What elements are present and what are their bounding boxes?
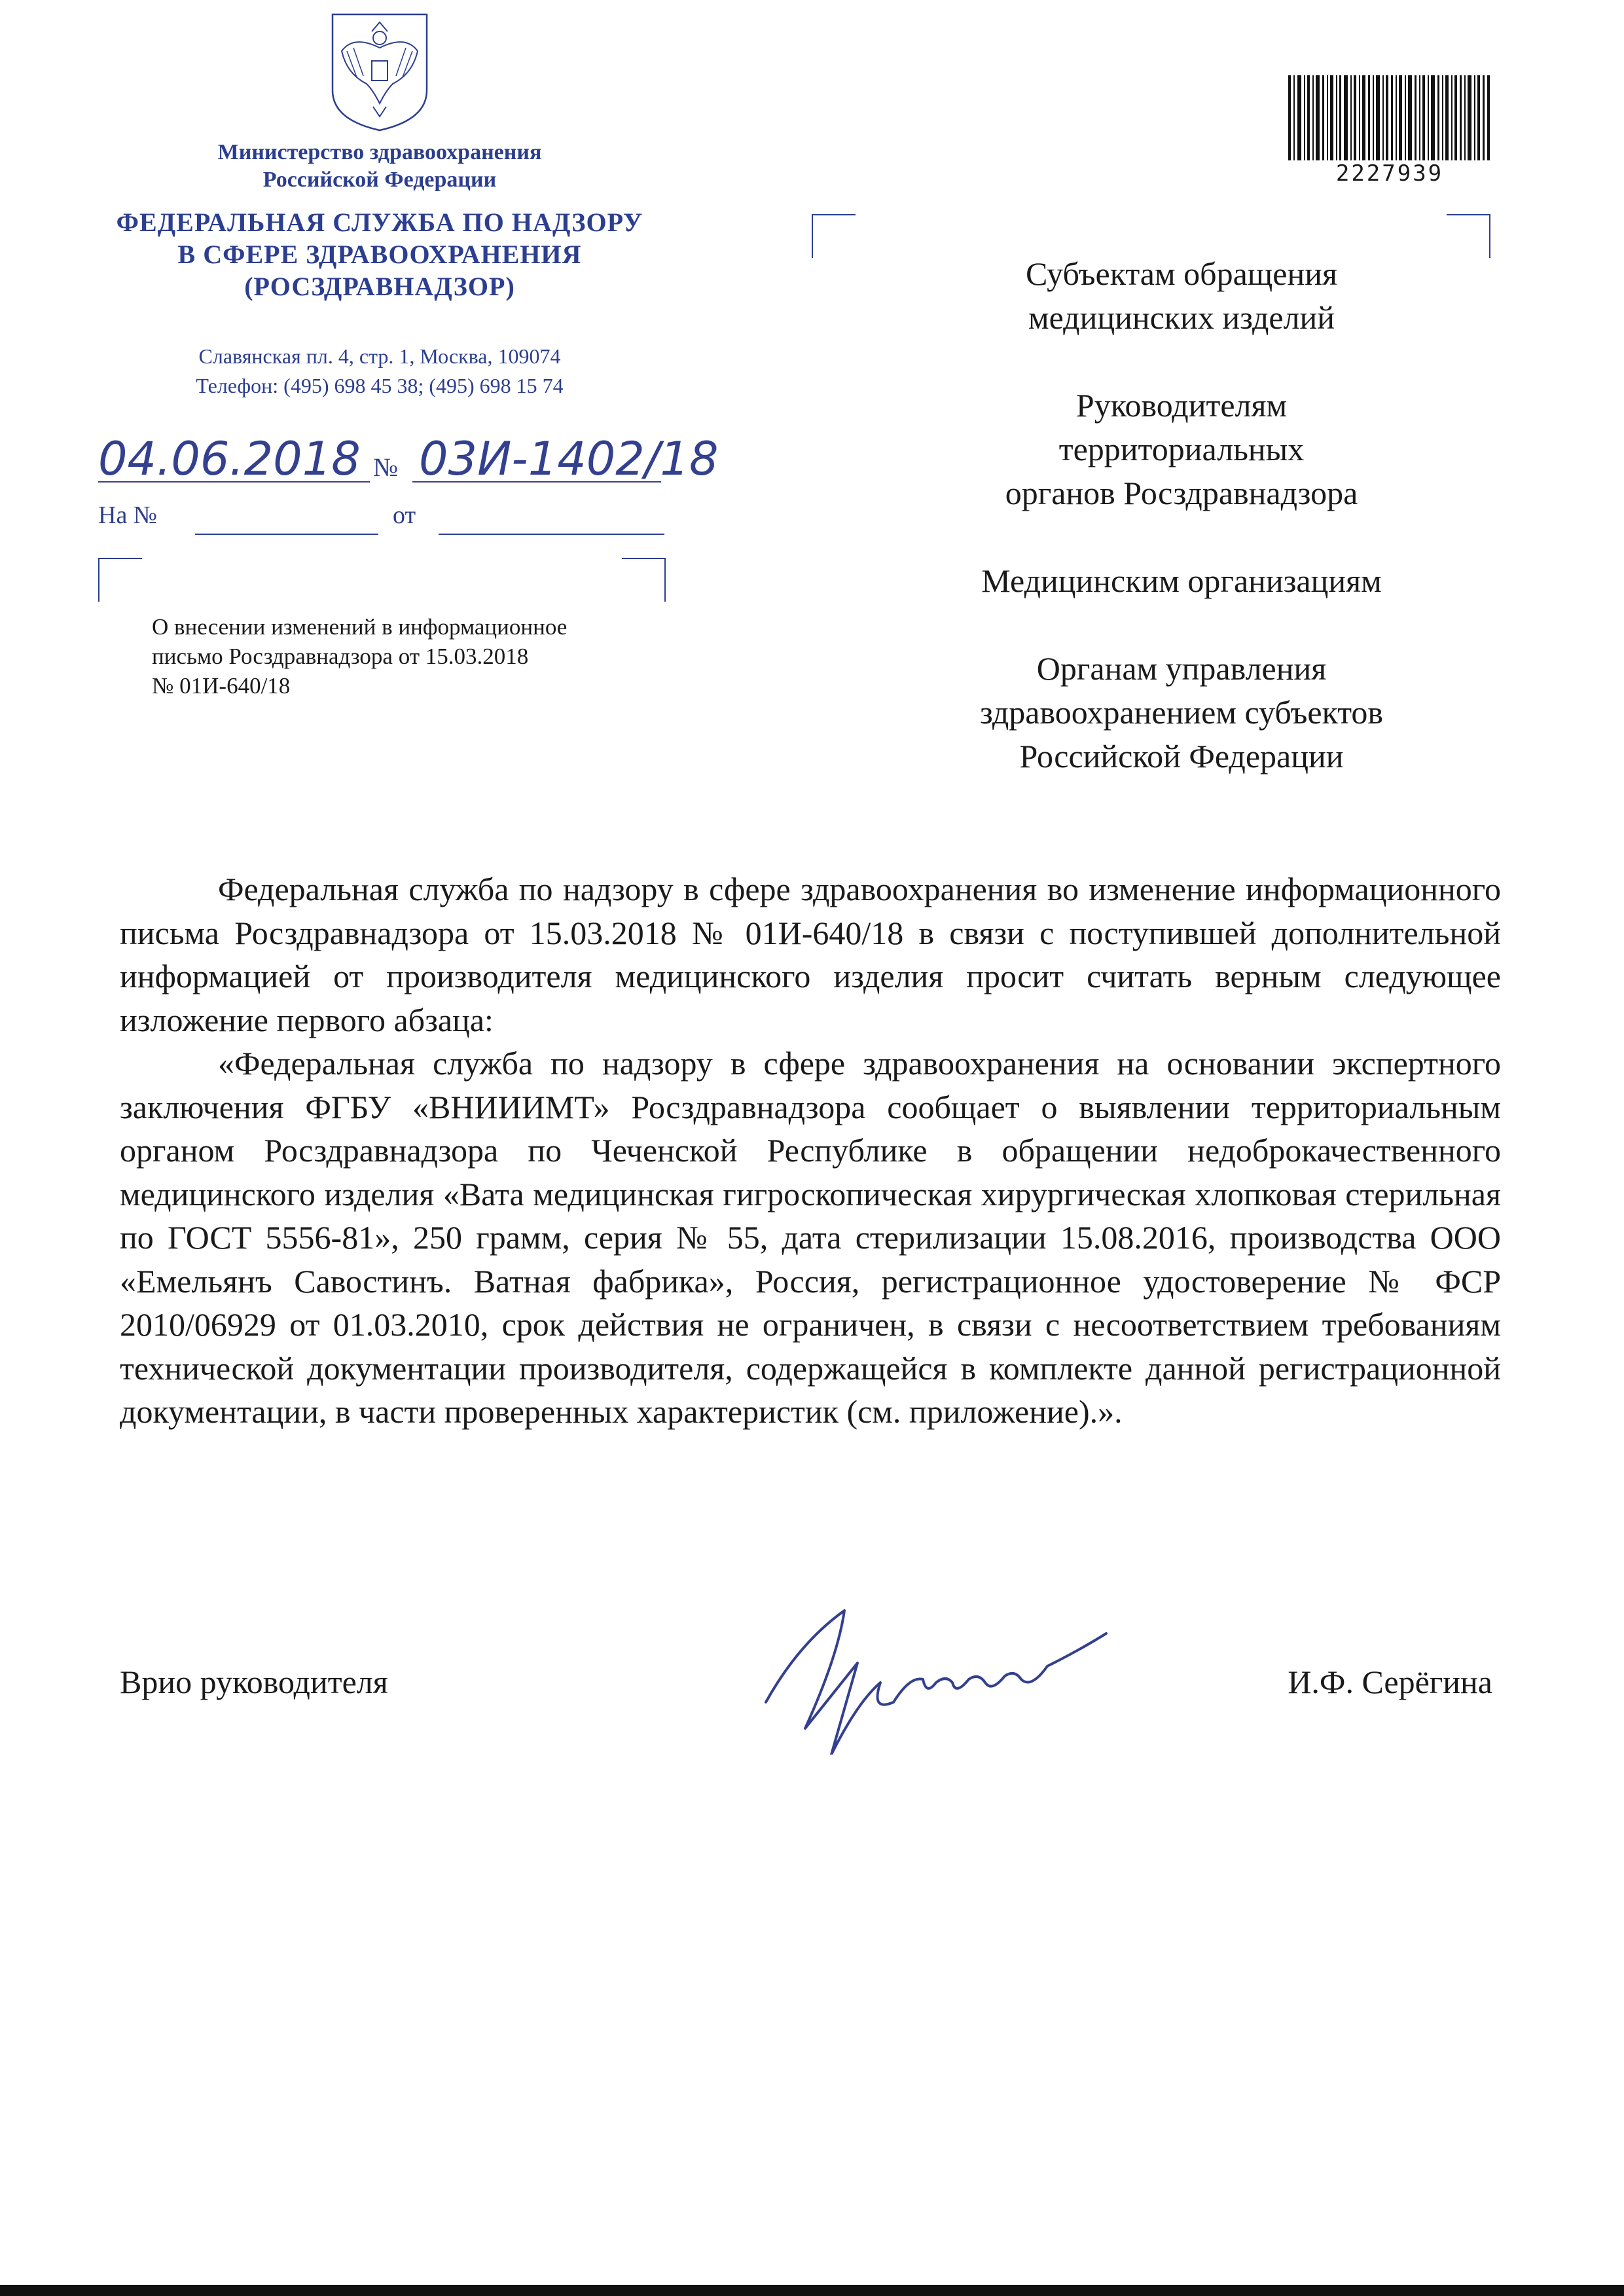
- addressee-line: территориальных: [1058, 431, 1305, 467]
- addressee-line: здравоохранением субъектов: [979, 694, 1384, 731]
- body-paragraph: «Федеральная служба по надзору в сфере здравоохранения на основании экспертного заключения ФГБУ «ВНИИИМТ» Росздравнадзора сообщает о выявлении территориальным органом Росздравнадзора по Чеченской Республике в обращении недоброкачественного медицинского изделия «Вата медицинская гигроскопическая хирургическая хлопковая стерильная по ГОСТ 5556-81», 250 грамм, серия № 55, дата стерилизации 15.08.2016, производства ООО «Емельянъ Савостинъ. Ватная фабрика», Россия, регистрационное удостоверение № ФСР 2010/06929 от 01.03.2010, срок действия не ограничен, в связи с несоответствием требованиям технической документации производителя, содержащейся в комплекте данной регистрационной документации, в части проверенных характеристик (см. приложение).».: [120, 1045, 1501, 1430]
- registration-date: 04.06.2018: [98, 432, 361, 486]
- handwritten-signature: [759, 1597, 1113, 1755]
- subject-line-3: № 01И-640/18: [152, 673, 291, 699]
- subject-line-2: письмо Росздравнадзора от 15.03.2018: [152, 644, 529, 669]
- service-line-1: ФЕДЕРАЛЬНАЯ СЛУЖБА ПО НАДЗОРУ: [116, 208, 643, 237]
- ministry-name: [151, 139, 609, 194]
- number-underline: [412, 481, 661, 483]
- addressee-bracket-left: [812, 214, 856, 258]
- addressee-line: Органам управления: [1036, 650, 1327, 687]
- service-address: Славянская пл. 4, стр. 1, Москва, 109074: [198, 344, 561, 368]
- addressee-line: Российской Федерации: [1019, 738, 1344, 774]
- addressee-item: [903, 647, 1460, 778]
- subject-line-1: О внесении изменений в информационное: [152, 614, 568, 640]
- addressee-line: Руководителям: [1075, 387, 1288, 424]
- service-line-2: В СФЕРЕ ЗДРАВООХРАНЕНИЯ: [177, 240, 582, 269]
- letter-subject: [152, 612, 676, 701]
- reply-to-label: На №: [98, 501, 158, 529]
- date-underline: [98, 481, 370, 483]
- scan-bottom-edge: [0, 2285, 1624, 2296]
- letter-body: [120, 867, 1501, 1434]
- addressee-list: [903, 252, 1460, 778]
- service-phone: Телефон: (495) 698 45 38; (495) 698 15 74: [196, 374, 564, 397]
- addressee-line: медицинских изделий: [1028, 299, 1335, 336]
- addressee-line: Медицинским организациям: [981, 562, 1382, 599]
- barcode-icon: [1288, 75, 1491, 160]
- coat-of-arms-icon: [327, 12, 432, 133]
- body-paragraph: Федеральная служба по надзору в сфере здравоохранения во изменение информационного письма Росздравнадзора от 15.03.2018 № 01И-640/18 в связи с поступившей дополнительной информацией от производителя медицинского изделия просит считать верным следующее изложение первого абзаца:: [120, 871, 1501, 1038]
- ministry-line-2: Российской Федерации: [262, 168, 497, 192]
- signer-position: Врио руководителя: [120, 1664, 388, 1700]
- service-contacts: [124, 342, 635, 401]
- barcode-number: 2227939: [1335, 160, 1444, 187]
- addressee-item: [903, 252, 1460, 340]
- reply-from-label: от: [393, 501, 416, 529]
- signer-name: И.Ф. Серёгина: [1288, 1664, 1492, 1700]
- registration-number-sign: №: [373, 452, 399, 482]
- ministry-line-1: Министерство здравоохранения: [217, 140, 542, 164]
- addressee-bracket-right: [1447, 214, 1490, 258]
- service-line-3: (РОСЗДРАВНАДЗОР): [244, 272, 515, 301]
- subject-bracket-left: [98, 558, 142, 602]
- addressee-line: Субъектам обращения: [1026, 255, 1337, 292]
- subject-bracket-right: [622, 558, 666, 602]
- reply-from-date-line: [439, 534, 664, 535]
- registration-number: 03И-1402/18: [419, 432, 719, 486]
- addressee-item: [903, 559, 1460, 603]
- addressee-item: [903, 384, 1460, 515]
- service-name: [92, 206, 668, 302]
- addressee-line: органов Росздравнадзора: [1005, 475, 1358, 511]
- reply-to-number-line: [195, 534, 378, 535]
